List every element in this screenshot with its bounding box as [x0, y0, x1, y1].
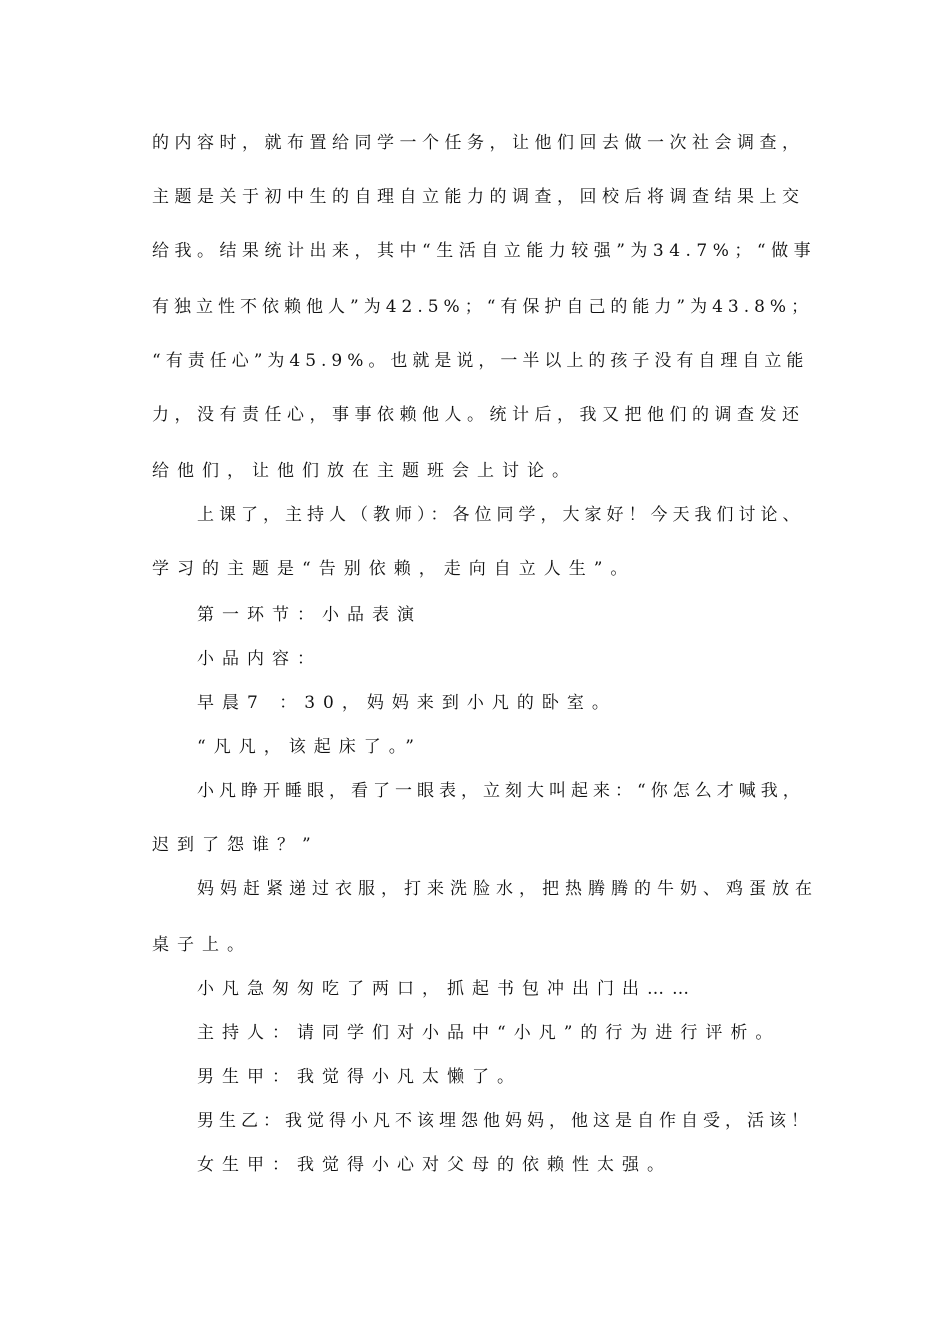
paragraph-line: 给我。结果统计出来，其中“生活自立能力较强”为34.7%；“做事: [152, 241, 817, 261]
paragraph-line: 小凡急匆匆吃了两口，抓起书包冲出门出……: [197, 979, 697, 999]
paragraph-line: 的内容时，就布置给同学一个任务，让他们回去做一次社会调查，: [152, 133, 805, 153]
section-heading: 第一环节：小品表演: [197, 605, 422, 625]
paragraph-line: 给他们，让他们放在主题班会上讨论。: [152, 461, 577, 481]
paragraph-line: 迟到了怨谁？”: [152, 835, 319, 855]
paragraph-line: 学习的主题是“告别依赖，走向自立人生”。: [152, 559, 636, 579]
paragraph-line: 主题是关于初中生的自理自立能力的调查，回校后将调查结果上交: [152, 187, 805, 207]
paragraph-line: 上课了，主持人（教师）：各位同学，大家好！今天我们讨论、: [197, 505, 805, 525]
paragraph-line: 力，没有责任心，事事依赖他人。统计后，我又把他们的调查发还: [152, 405, 805, 425]
paragraph-line: “有责任心”为45.9%。也就是说，一半以上的孩子没有自理自立能: [152, 351, 809, 371]
paragraph-line: 主持人：请同学们对小品中“小凡”的行为进行评析。: [197, 1023, 781, 1043]
paragraph-line: 男生乙：我觉得小凡不该埋怨他妈妈，他这是自作自受，活该！: [197, 1111, 813, 1131]
paragraph-line: 桌子上。: [152, 935, 252, 955]
paragraph-line: 男生甲：我觉得小凡太懒了。: [197, 1067, 522, 1087]
paragraph-line: 早晨7 ：30，妈妈来到小凡的卧室。: [197, 693, 617, 713]
paragraph-line: “凡凡，该起床了。”: [197, 737, 422, 757]
paragraph-line: 有独立性不依赖他人”为42.5%；“有保护自己的能力”为43.8%；: [152, 297, 814, 317]
paragraph-line: 妈妈赶紧递过衣服，打来洗脸水，把热腾腾的牛奶、鸡蛋放在: [197, 879, 818, 899]
paragraph-line: 女生甲：我觉得小心对父母的依赖性太强。: [197, 1155, 672, 1175]
paragraph-line: 小凡睁开睡眼，看了一眼表，立刻大叫起来：“你怎么才喊我，: [197, 781, 805, 801]
paragraph-line: 小品内容：: [197, 649, 322, 669]
